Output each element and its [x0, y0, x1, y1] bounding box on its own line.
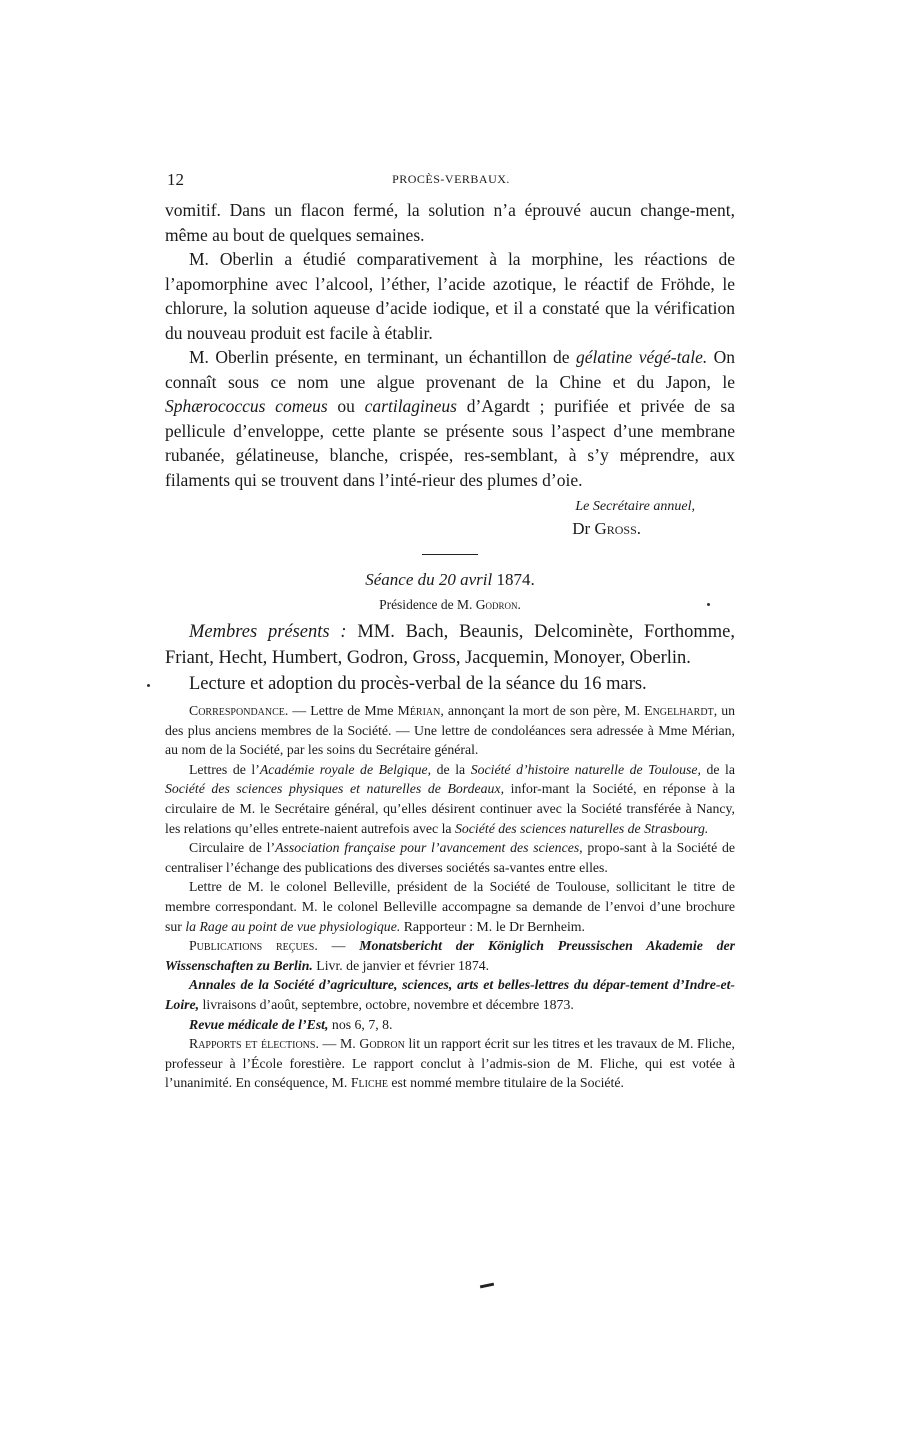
members-present: Membres présents : MM. Bach, Beaunis, Delcominète, Forthomme, Friant, Hecht, Humbert, Godron, Gross, Jacquemin, Monoyer, Oberlin.: [165, 622, 735, 668]
signature-name: Dr Gross.: [572, 519, 641, 538]
ink-speck: [707, 603, 710, 606]
running-title: PROCÈS-VERBAUX.: [392, 172, 510, 186]
signature-block: [165, 496, 735, 540]
signature-role: Le Secrétaire annuel,: [575, 499, 695, 514]
rapports-paragraph: Rapports et élections. — M. Godron lit un rapport écrit sur les titres et les travaux de M. Fliche, professeur à l’École forestière. Le rapport conclut à l’admis-sion de M. Fliche, qui est votée à l’unanimité. En conséquence, M. Fliche est nommé membre titulaire de la Société.: [165, 1036, 735, 1091]
section-divider: [422, 554, 478, 555]
presidence-line: Présidence de M. Godron.: [379, 597, 521, 612]
paragraph-gelatine: M. Oberlin présente, en terminant, un échantillon de gélatine végé-tale. On connaît sous ce nom une algue provenant de la Chine et du Japon, le Sphærococcus comeus ou cartilagineus d’Agardt ; purifiée et privée de sa pellicule d’enveloppe, cette plante se présente sous l’aspect d’une membrane rubanée, gélatineuse, blanche, crispée, res-semblant, à s’y méprendre, aux filaments qui se trouvent dans l’inté-rieur des plumes d’oie.: [165, 347, 736, 490]
belleville-paragraph: Lettre de M. le colonel Belleville, président de la Société de Toulouse, sollicitant le titre de membre correspondant. M. le colonel Belleville accompagne sa demande de l’envoi d’une brochure sur la Rage au point de vue physiologique. Rapporteur : M. le Dr Bernheim.: [165, 879, 735, 934]
page-body: [165, 198, 735, 1093]
revue-paragraph: Revue médicale de l’Est, nos 6, 7, 8.: [189, 1016, 393, 1032]
minutes-small-text: [165, 701, 735, 1093]
circulaire-paragraph: Circulaire de l’Association française pour l’avancement des sciences, propo-sant à la Société de centraliser l’échange des publications des diverses sociétés sa-vantes entre elles.: [165, 840, 735, 875]
seance-title: Séance du 20 avril 1874.: [365, 570, 535, 589]
page-header: [167, 170, 735, 192]
paragraph-oberlin-study: M. Oberlin a étudié comparativement à la morphine, les réactions de l’apomorphine avec l’alcool, l’éther, l’acide azotique, le réactif de Fröhde, le chlorure, la solution aqueuse d’acide iodique, et il a constaté que la vérification du nouveau produit est facile à établir.: [165, 249, 735, 343]
annales-paragraph: Annales de la Société d’agriculture, sciences, arts et belles-lettres du dépar-tement d’Indre-et-Loire, livraisons d’août, septembre, octobre, novembre et décembre 1873.: [165, 977, 735, 1012]
ink-speck: [147, 684, 150, 687]
lecture-line: Lecture et adoption du procès-verbal de la séance du 16 mars.: [189, 674, 647, 694]
publications-paragraph: Publications reçues. — Monatsbericht der Königlich Preussischen Akademie der Wissenschaften zu Berlin. Livr. de janvier et février 1874.: [165, 938, 735, 973]
end-ornament: [480, 1283, 494, 1289]
page-number: 12: [167, 170, 184, 189]
correspondance-paragraph: Correspondance. — Lettre de Mme Mérian, annonçant la mort de son père, M. Engelhardt, un des plus anciens membres de la Société. — Une lettre de condoléances sera adressée à Mme Mérian, au nom de la Société, par les soins du Secrétaire général.: [165, 703, 735, 758]
lettres-paragraph: Lettres de l’Académie royale de Belgique, de la Société d’histoire naturelle de Toulouse, de la Société des sciences physiques et naturelles de Bordeaux, infor-mant la Société, en réponse à la circulaire de M. le Secrétaire général, qu’elles désirent continuer avec la Société transférée à Nancy, les relations qu’elles entrete-naient autrefois avec la Société des sciences naturelles de Strasbourg.: [165, 761, 736, 836]
paragraph-vomitif: vomitif. Dans un flacon fermé, la solution n’a éprouvé aucun change-ment, même au bout de quelques semaines.: [165, 200, 735, 245]
